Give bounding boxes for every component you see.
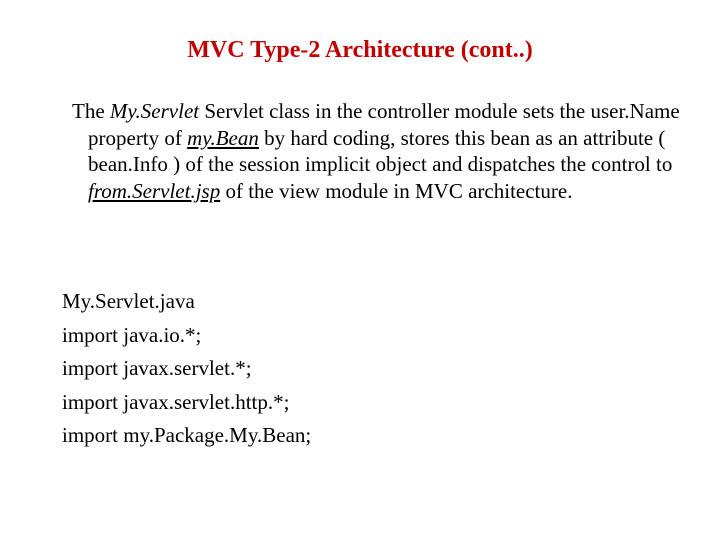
code-listing [62,285,662,453]
bean-name: my.Bean [187,125,259,150]
jsp-file-name: from.Servlet.jsp [88,178,221,203]
paragraph-text-4: of the view module in MVC architecture. [220,178,573,203]
slide-title: MVC Type-2 Architecture (cont..) [187,37,533,63]
code-line: My.Servlet.java [62,289,195,313]
paragraph-text-2: Servlet class in the controller module sets the user.Name property of [88,99,680,150]
code-line: import javax.servlet.*; [62,356,252,380]
code-line: import javax.servlet.http.*; [62,389,290,414]
paragraph-text-3: by hard coding, stores this bean as an attribute ( bean.Info ) of the session implicit object and dispatches the control to [88,125,673,176]
code-line: import java.io.*; [62,322,202,347]
code-line: import my.Package.My.Bean; [62,423,312,447]
servlet-class-name: My.Servlet [109,99,200,123]
paragraph-text-1: The [72,99,110,123]
description-paragraph [72,98,688,204]
